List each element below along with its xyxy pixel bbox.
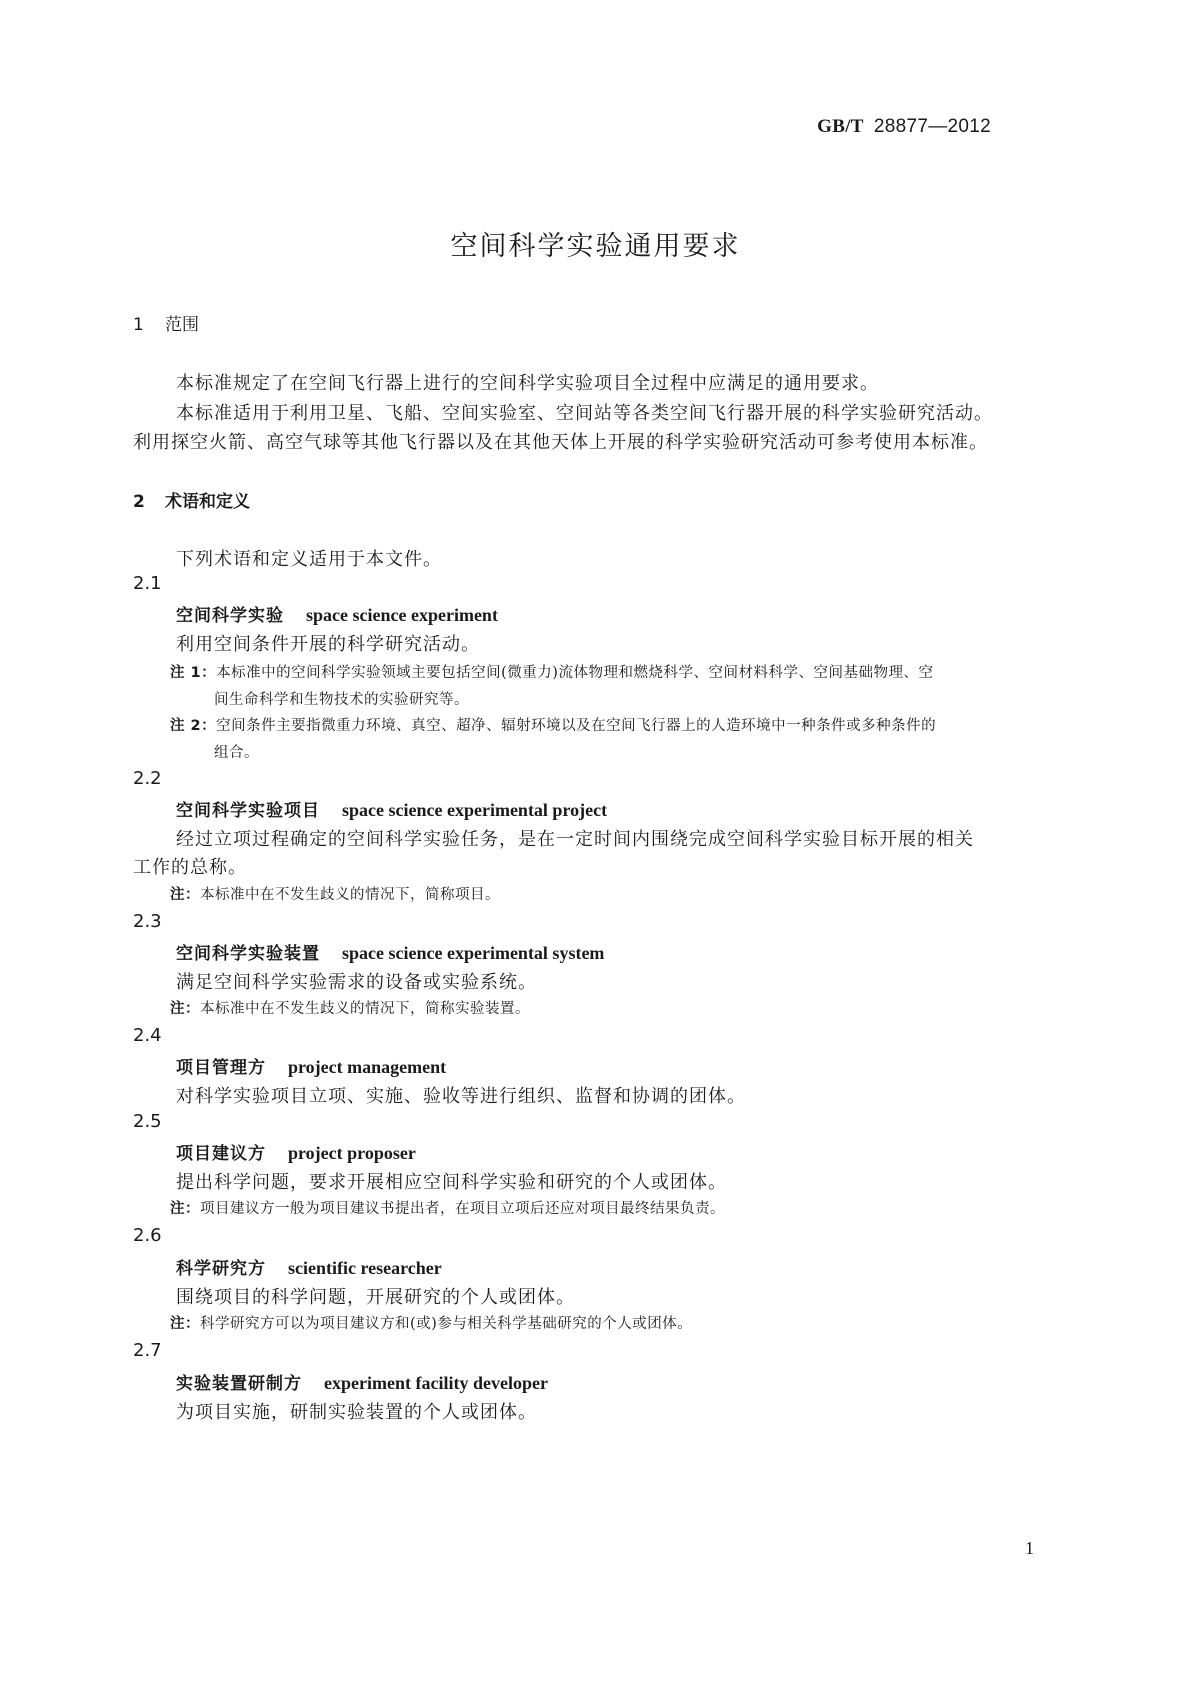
standard-prefix: GB/T <box>817 116 864 137</box>
note-label: 注： <box>170 1316 200 1332</box>
term-en: space science experimental system <box>342 943 605 963</box>
term-heading <box>176 796 607 821</box>
term-number: 2.7 <box>133 1340 162 1361</box>
term-heading <box>176 1369 548 1394</box>
term-en: scientific researcher <box>288 1258 442 1278</box>
term-zh: 空间科学实验 <box>176 606 284 626</box>
term-zh: 实验装置研制方 <box>176 1374 302 1394</box>
term-definition: 经过立项过程确定的空间科学实验任务，是在一定时间内围绕完成空间科学实验目标开展的相关 <box>176 829 974 850</box>
note-text: 项目建议方一般为项目建议书提出者，在项目立项后还应对项目最终结果负责。 <box>200 1201 725 1217</box>
page-number: 1 <box>1025 1538 1034 1558</box>
intro-paragraph: 下列术语和定义适用于本文件。 <box>176 549 442 570</box>
note-label: 注： <box>170 887 200 903</box>
term-definition: 满足空间科学实验需求的设备或实验系统。 <box>176 972 537 993</box>
note <box>170 714 936 735</box>
note <box>170 1197 725 1218</box>
term-zh: 空间科学实验项目 <box>176 801 320 821</box>
term-zh: 项目管理方 <box>176 1058 266 1078</box>
term-heading <box>176 939 604 964</box>
term-heading <box>176 1053 446 1078</box>
term-definition: 提出科学问题，要求开展相应空间科学实验和研究的个人或团体。 <box>176 1172 727 1193</box>
term-number: 2.4 <box>133 1025 162 1046</box>
note <box>170 1312 692 1333</box>
term-zh: 空间科学实验装置 <box>176 944 320 964</box>
note <box>170 883 500 904</box>
term-definition: 对科学实验项目立项、实施、验收等进行组织、监督和协调的团体。 <box>176 1086 746 1107</box>
standard-number: 28877—2012 <box>873 116 991 137</box>
term-en: project management <box>288 1057 447 1077</box>
paragraph: 利用探空火箭、高空气球等其他飞行器以及在其他天体上开展的科学实验研究活动可参考使用本标准。 <box>133 432 988 453</box>
section-heading-scope <box>133 310 199 335</box>
section-title: 范围 <box>165 315 199 335</box>
section-heading-terms <box>133 487 250 512</box>
section-number: 1 <box>133 315 144 335</box>
section-number: 2 <box>133 492 145 512</box>
paragraph: 本标准适用于利用卫星、飞船、空间实验室、空间站等各类空间飞行器开展的科学实验研究活动。 <box>176 403 993 424</box>
term-en: space science experiment <box>306 605 498 625</box>
note-continuation: 间生命科学和生物技术的实验研究等。 <box>214 692 469 708</box>
term-definition-continuation: 工作的总称。 <box>133 857 247 878</box>
term-definition: 围绕项目的科学问题，开展研究的个人或团体。 <box>176 1287 575 1308</box>
note-text: 科学研究方可以为项目建议方和(或)参与相关科学基础研究的个人或团体。 <box>200 1316 693 1332</box>
term-definition: 利用空间条件开展的科学研究活动。 <box>176 634 480 655</box>
document-title: 空间科学实验通用要求 <box>450 231 741 262</box>
term-en: experiment facility developer <box>324 1373 548 1393</box>
term-en: project proposer <box>288 1143 416 1163</box>
term-number: 2.3 <box>133 911 162 932</box>
term-heading <box>176 1254 442 1279</box>
term-heading <box>176 601 498 626</box>
note-continuation: 组合。 <box>214 745 259 761</box>
term-number: 2.6 <box>133 1225 162 1246</box>
term-definition: 为项目实施，研制实验装置的个人或团体。 <box>176 1402 537 1423</box>
note <box>170 661 933 682</box>
term-number: 2.1 <box>133 573 162 594</box>
note-text: 本标准中在不发生歧义的情况下，简称实验装置。 <box>200 1001 530 1017</box>
term-number: 2.2 <box>133 768 162 789</box>
note-label: 注： <box>170 1001 200 1017</box>
note-label: 注 1： <box>170 665 217 681</box>
note-label: 注 2： <box>170 718 217 734</box>
standard-code <box>817 116 991 138</box>
term-zh: 科学研究方 <box>176 1259 266 1279</box>
note-text: 本标准中的空间科学实验领域主要包括空间(微重力)流体物理和燃烧科学、空间材料科学、空间基础物理、空 <box>216 665 934 681</box>
note <box>170 997 530 1018</box>
term-zh: 项目建议方 <box>176 1144 266 1164</box>
note-text: 空间条件主要指微重力环境、真空、超净、辐射环境以及在空间飞行器上的人造环境中一种条件或多种条件的 <box>216 718 937 734</box>
note-text: 本标准中在不发生歧义的情况下，简称项目。 <box>200 887 500 903</box>
section-title: 术语和定义 <box>165 492 250 512</box>
paragraph: 本标准规定了在空间飞行器上进行的空间科学实验项目全过程中应满足的通用要求。 <box>176 373 879 394</box>
term-number: 2.5 <box>133 1111 162 1132</box>
term-en: space science experimental project <box>342 800 608 820</box>
note-label: 注： <box>170 1201 200 1217</box>
term-heading <box>176 1139 416 1164</box>
